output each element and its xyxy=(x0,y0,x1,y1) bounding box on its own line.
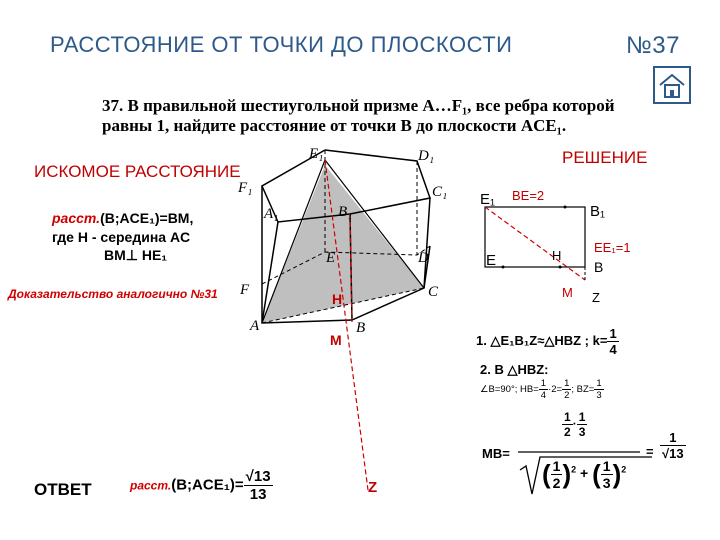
task-number: №37 xyxy=(626,32,680,59)
left-heading: ИСКОМОЕ РАССТОЯНИЕ xyxy=(34,162,241,181)
label-c: C xyxy=(428,284,439,300)
sketch-ee1: EE₁=1 xyxy=(594,240,631,255)
step-2-mult: ·2= xyxy=(548,384,563,396)
sketch-m: M xyxy=(562,285,573,300)
label-a1: A₁ xyxy=(264,206,279,222)
def-rest: (B;ACE₁)=BM, xyxy=(100,210,194,226)
answer-prefix: расст. xyxy=(130,478,172,493)
label-e: E xyxy=(326,250,336,266)
definition-line-3: BM⊥ HE₁ xyxy=(104,247,168,263)
answer-expr: (B;ACE₁)= xyxy=(171,476,244,494)
mb-sq1-num: 1 xyxy=(552,458,561,474)
r-den: 2 xyxy=(564,390,570,401)
mb-exp-1: 2 xyxy=(571,464,577,475)
answer-label: ОТВЕТ xyxy=(34,480,92,499)
mb-top-b-den: 3 xyxy=(578,425,586,439)
label-m: M xyxy=(330,332,342,348)
mb-plus: + xyxy=(580,465,589,482)
bz-den: 3 xyxy=(596,390,602,401)
task-line-1: 37. В правильной шестиугольной призме A…F₁, все ребра которой xyxy=(102,96,615,115)
mb-sq1-den: 2 xyxy=(552,475,561,491)
label-z: Z xyxy=(368,479,378,496)
bz-num: 1 xyxy=(596,378,602,389)
sketch-h: H xyxy=(552,248,562,263)
answer-num: √13 xyxy=(245,468,271,485)
step-2-bz-label: ; BZ= xyxy=(571,384,595,396)
sketch-e: E xyxy=(486,252,497,269)
step-2-title: 2. В △HBZ: xyxy=(480,362,549,377)
label-h: H xyxy=(332,291,343,307)
step-1-k-num: 1 xyxy=(609,326,617,341)
task-line-2: равны 1, найдите расстояние от точки B до плоскости ACE₁. xyxy=(102,116,567,135)
definition-line-2: где H - середина AC xyxy=(52,229,191,245)
sketch-be: BE=2 xyxy=(512,188,545,203)
sketch-e1: E₁ xyxy=(480,191,496,208)
hb-num: 1 xyxy=(540,378,547,389)
proof-note: Доказательство аналогично №31 xyxy=(8,287,218,301)
sketch-b1: B₁ xyxy=(590,203,606,220)
step-1-text: △E₁B₁Z≈△HBZ ; k= xyxy=(490,332,608,348)
step-1-number: 1. xyxy=(476,332,487,348)
mb-top-a-num: 1 xyxy=(564,410,571,424)
mb-result xyxy=(660,430,686,461)
mb-denominator: ( $\frac{1}{2}$ )$^2$ + ( $\frac{1}{3}$ )$^2$ xyxy=(542,458,627,491)
label-b: B xyxy=(356,320,366,336)
label-e1: E₁ xyxy=(309,146,324,162)
def-prefix: расст. xyxy=(52,210,101,226)
page-title: РАССТОЯНИЕ ОТ ТОЧКИ ДО ПЛОСКОСТИ xyxy=(50,32,513,57)
mb-top-b-num: 1 xyxy=(578,410,586,424)
mb-exp-2: 2 xyxy=(621,464,627,475)
step-1-k-den: 4 xyxy=(609,342,617,357)
sketch-z: Z xyxy=(592,290,600,305)
label-d: D xyxy=(418,250,429,266)
hb-den: 4 xyxy=(540,390,547,401)
mb-sq2-num: 1 xyxy=(602,458,611,474)
label-c1: C₁ xyxy=(432,184,448,200)
solution-heading: РЕШЕНИЕ xyxy=(562,148,648,167)
mb-equals: = xyxy=(646,444,654,459)
r-num: 1 xyxy=(564,378,570,389)
label-b1: B₁ xyxy=(338,204,353,220)
sketch-b: B xyxy=(594,259,604,275)
answer-den: 13 xyxy=(249,486,267,503)
mb-sq2-den: 3 xyxy=(602,475,611,491)
mb-res-num: 1 xyxy=(660,430,686,446)
mb-top-dot: · xyxy=(572,416,577,431)
step-2-angle: ∠B=90°; HB= xyxy=(480,384,539,396)
mb-top-a-den: 2 xyxy=(564,425,571,439)
mb-res-den: √13 xyxy=(662,446,684,461)
mb-label: MB= xyxy=(482,446,510,461)
label-a: A xyxy=(250,318,260,334)
label-f: F xyxy=(240,282,250,298)
label-f1: F₁ xyxy=(238,180,253,196)
label-d1: D₁ xyxy=(418,148,435,164)
